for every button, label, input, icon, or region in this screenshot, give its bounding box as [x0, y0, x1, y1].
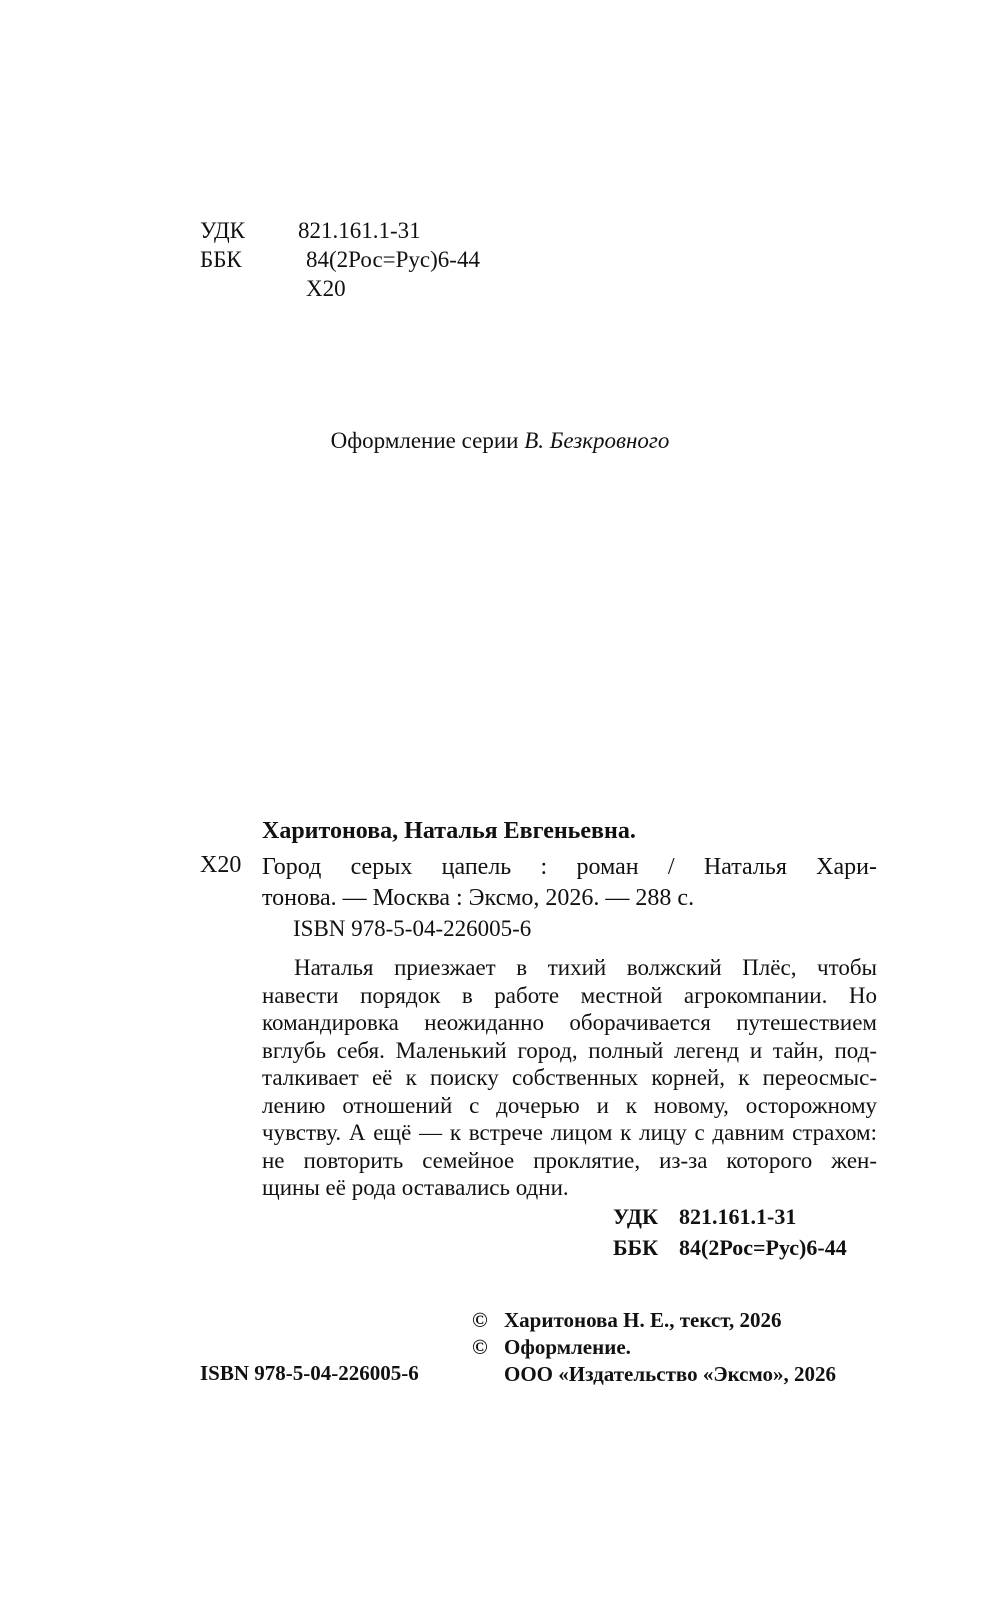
bbk-bold-label: ББК [613, 1235, 659, 1260]
annotation-line: не повторить семейное проклятие, из-за которого жен- [262, 1147, 877, 1173]
copyright-line [472, 1361, 836, 1388]
isbn-record: ISBN 978-5-04-226005-6 [293, 916, 532, 941]
classification-bold-block [613, 1201, 847, 1263]
udk-row [200, 218, 480, 247]
copyright-line [472, 1307, 836, 1334]
author-sign-top: Х20 [306, 276, 346, 301]
annotation-line: талкивает её к поиску собственных корней, к переосмыс- [262, 1065, 877, 1090]
series-design-credit [0, 428, 1000, 454]
udk-bold-row [613, 1201, 847, 1232]
udk-value: 821.161.1-31 [298, 218, 421, 243]
copyright-symbol: © [472, 1308, 488, 1332]
title-line: тонова. — Москва : Эксмо, 2026. — 288 с. [262, 885, 695, 911]
bbk-bold-value: 84(2Рос=Рус)6-44 [679, 1235, 847, 1260]
annotation-line: вглубь себя. Маленький город, полный легенд и тайн, под- [262, 1037, 877, 1063]
udk-bold-label: УДК [613, 1204, 659, 1229]
isbn-bottom: ISBN 978-5-04-226005-6 [200, 1361, 419, 1385]
author-sign-code: Х20 [200, 852, 242, 878]
annotation-line: Наталья приезжает в тихий волжский Плёс, чтобы [294, 955, 877, 980]
annotation-line: навести порядок в работе местной агрокомпании. Но [262, 982, 877, 1008]
series-prefix: Оформление серии [330, 428, 525, 453]
annotation-line: лению отношений с дочерью и к новому, осторожному [262, 1092, 877, 1118]
annotation-line: чувству. А ещё — к встрече лицом к лицу с давним страхом: [262, 1120, 877, 1145]
annotation-line: щины её рода оставались одни. [262, 1175, 569, 1200]
copyright-text: Харитонова Н. Е., текст, 2026 [504, 1308, 782, 1332]
annotation-line: командировка неожиданно оборачивается путешествием [262, 1010, 877, 1035]
classification-block [200, 218, 480, 305]
copyright-symbol: © [472, 1335, 488, 1359]
bbk-label: ББК [200, 247, 242, 272]
author-heading: Харитонова, Наталья Евгеньевна. [262, 818, 636, 844]
annotation [262, 954, 877, 1202]
author-sign-row [200, 276, 480, 305]
series-designer: В. Безкровного [524, 428, 670, 453]
title-statement [262, 852, 877, 914]
bbk-bold-row [613, 1232, 847, 1263]
udk-label: УДК [200, 218, 245, 243]
copyright-block [472, 1307, 836, 1388]
copyright-line [472, 1334, 836, 1361]
bbk-row [200, 247, 480, 276]
copyright-text: ООО «Издательство «Эксмо», 2026 [504, 1362, 837, 1386]
copyright-text: Оформление. [504, 1335, 631, 1359]
udk-bold-value: 821.161.1-31 [679, 1204, 797, 1229]
bbk-value: 84(2Рос=Рус)6-44 [306, 247, 480, 272]
title-line: Город серых цапель : роман / Наталья Хари- [262, 854, 877, 880]
